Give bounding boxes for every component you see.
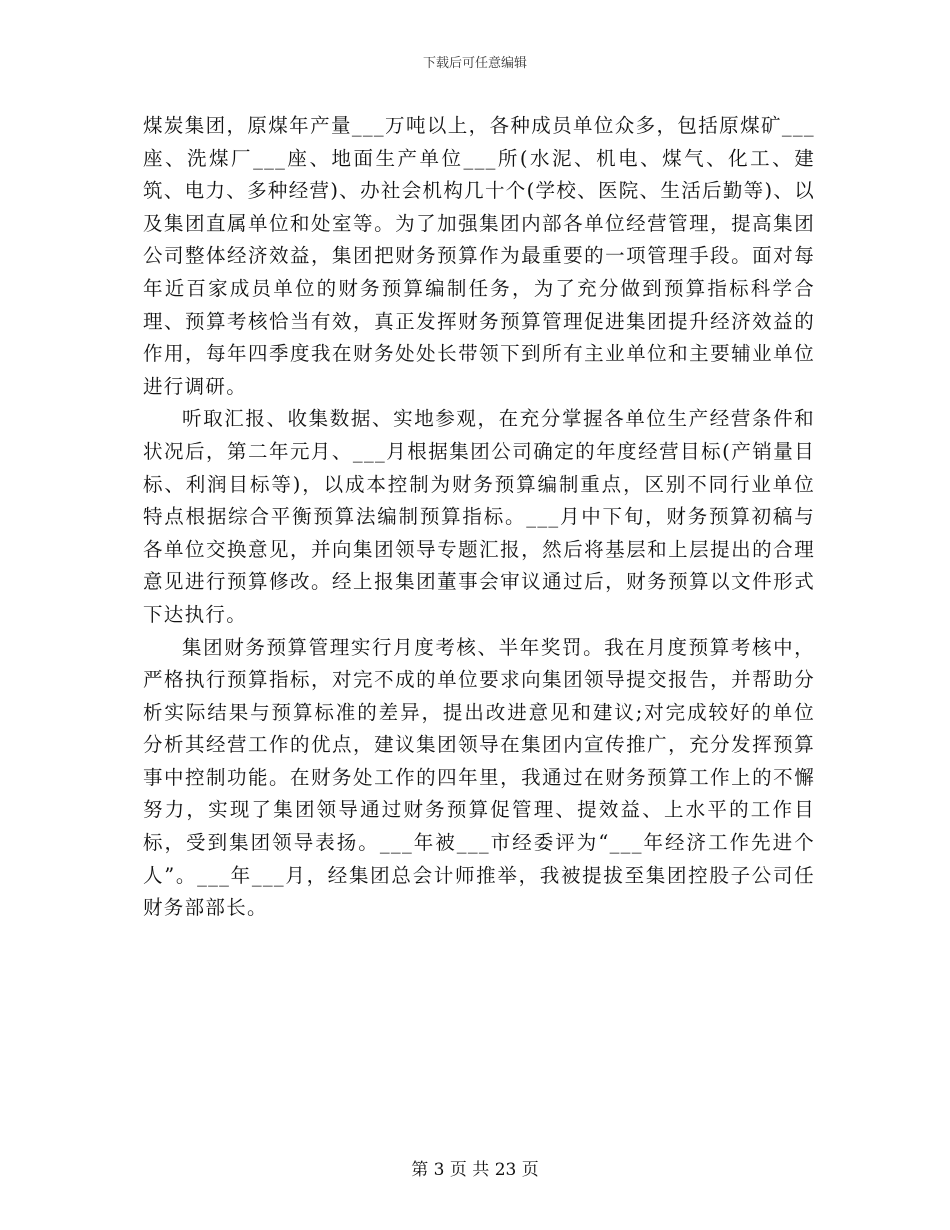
document-body <box>143 110 815 925</box>
paragraph-3: 集团财务预算管理实行月度考核、半年奖罚。我在月度预算考核中，严格执行预算指标，对完不成的单位要求向集团领导提交报告，并帮助分析实际结果与预算标准的差异，提出改进意见和建议;对完成较好的单位分析其经营工作的优点，建议集团领导在集团内宣传推广，充分发挥预算事中控制功能。在财务处工作的四年里，我通过在财务预算工作上的不懈努力，实现了集团领导通过财务预算促管理、提效益、上水平的工作目标，受到集团领导表扬。___年被___市经委评为“___年经济工作先进个人”。___年___月，经集团总会计师推举，我被提拔至集团控股子公司任财务部部长。 <box>143 635 815 920</box>
page-header-note: 下载后可任意编辑 <box>422 56 527 71</box>
paragraph-2: 听取汇报、收集数据、实地参观，在充分掌握各单位生产经营条件和状况后，第二年元月、___月根据集团公司确定的年度经营目标(产销量目标、利润目标等)，以成本控制为财务预算编制重点，区别不同行业单位特点根据综合平衡预算法编制预算指标。___月中下旬，财务预算初稿与各单位交换意见，并向集团领导专题汇报，然后将基层和上层提出的合理意见进行预算修改。经上报集团董事会审议通过后，财务预算以文件形式下达执行。 <box>143 407 815 626</box>
page-number: 第 3 页 共 23 页 <box>411 1160 539 1180</box>
paragraph-1: 煤炭集团，原煤年产量___万吨以上，各种成员单位众多，包括原煤矿___座、洗煤厂___座、地面生产单位___所(水泥、机电、煤气、化工、建筑、电力、多种经营)、办社会机构几十个(学校、医院、生活后勤等)、以及集团直属单位和处室等。为了加强集团内部各单位经营管理，提高集团公司整体经济效益，集团把财务预算作为最重要的一项管理手段。面对每年近百家成员单位的财务预算编制任务，为了充分做到预算指标科学合理、预算考核恰当有效，真正发挥财务预算管理促进集团提升经济效益的作用，每年四季度我在财务处处长带领下到所有主业单位和主要辅业单位进行调研。 <box>143 114 815 398</box>
